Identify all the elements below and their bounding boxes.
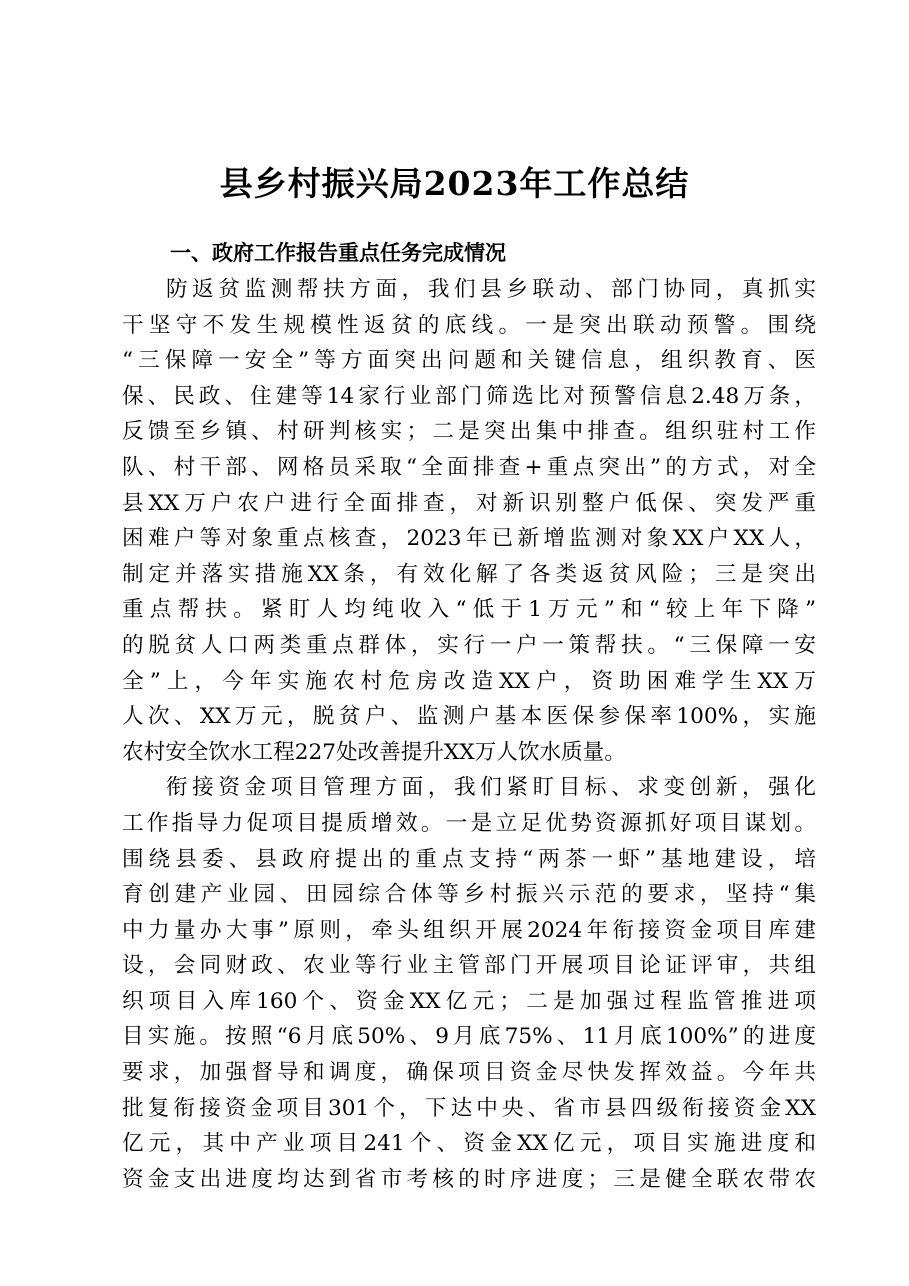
document-body bbox=[122, 272, 816, 1197]
paragraph-line: 人次、XX万元，脱贫户、监测户基本医保参保率100%，实施 bbox=[122, 704, 816, 730]
paragraph-poverty-monitoring bbox=[122, 272, 816, 770]
document-title: 县乡村振兴局2023年工作总结 bbox=[219, 164, 690, 203]
paragraph-line: 批复衔接资金项目301个，下达中央、省市县四级衔接资金XX bbox=[122, 1095, 816, 1121]
paragraph-line: 织项目入库160个、资金XX亿元；二是加强过程监管推进项 bbox=[122, 988, 816, 1014]
paragraph-line: 要求，加强督导和调度，确保项目资金尽快发挥效益。今年共 bbox=[122, 1060, 816, 1086]
paragraph-line: 制定并落实措施XX条，有效化解了各类返贫风险；三是突出 bbox=[122, 561, 816, 587]
paragraph-line: 目实施。按照“6月底50%、9月底75%、11月底100%”的进度 bbox=[122, 1024, 816, 1050]
paragraph-line: 重点帮扶。紧盯人均纯收入“低于1万元”和“较上年下降” bbox=[122, 597, 816, 623]
paragraph-line: “三保障一安全”等方面突出问题和关键信息，组织教育、医 bbox=[122, 348, 816, 374]
paragraph-line: 的脱贫人口两类重点群体，实行一户一策帮扶。“三保障一安 bbox=[122, 632, 816, 658]
paragraph-line: 设，会同财政、农业等行业主管部门开展项目论证评审，共组 bbox=[122, 953, 816, 979]
paragraph-line: 队、村干部、网格员采取“全面排查+重点突出”的方式，对全 bbox=[122, 454, 816, 480]
paragraph-line: 工作指导力促项目提质增效。一是立足优势资源抓好项目谋划。 bbox=[122, 810, 816, 836]
paragraph-line: 衔接资金项目管理方面，我们紧盯目标、求变创新，强化 bbox=[166, 775, 816, 801]
paragraph-line: 亿元，其中产业项目241个、资金XX亿元，项目实施进度和 bbox=[122, 1131, 816, 1157]
paragraph-line: 反馈至乡镇、村研判核实；二是突出集中排查。组织驻村工作 bbox=[122, 419, 816, 445]
section-heading: 一、政府工作报告重点任务完成情况 bbox=[170, 241, 506, 265]
paragraph-line: 围绕县委、县政府提出的重点支持“两茶一虾”基地建设，培 bbox=[122, 846, 816, 872]
paragraph-fund-projects bbox=[122, 770, 816, 1197]
paragraph-line: 困难户等对象重点核查，2023年已新增监测对象XX户XX人， bbox=[122, 526, 816, 552]
paragraph-line: 防返贫监测帮扶方面，我们县乡联动、部门协同，真抓实 bbox=[166, 277, 816, 302]
paragraph-line: 中力量办大事”原则，牵头组织开展2024年衔接资金项目库建 bbox=[122, 917, 816, 943]
paragraph-line: 农村安全饮水工程227处改善提升XX万人饮水质量。 bbox=[122, 739, 626, 765]
paragraph-line: 保、民政、住建等14家行业部门筛选比对预警信息2.48万条， bbox=[122, 383, 816, 409]
paragraph-line: 干坚守不发生规模性返贫的底线。一是突出联动预警。围绕 bbox=[122, 312, 816, 338]
paragraph-line: 县XX万户农户进行全面排查，对新识别整户低保、突发严重 bbox=[122, 490, 816, 516]
paragraph-line: 全”上，今年实施农村危房改造XX户，资助困难学生XX万 bbox=[122, 668, 816, 694]
paragraph-line: 育创建产业园、田园综合体等乡村振兴示范的要求，坚持“集 bbox=[122, 882, 816, 908]
paragraph-line: 资金支出进度均达到省市考核的时序进度；三是健全联农带农 bbox=[122, 1166, 816, 1192]
